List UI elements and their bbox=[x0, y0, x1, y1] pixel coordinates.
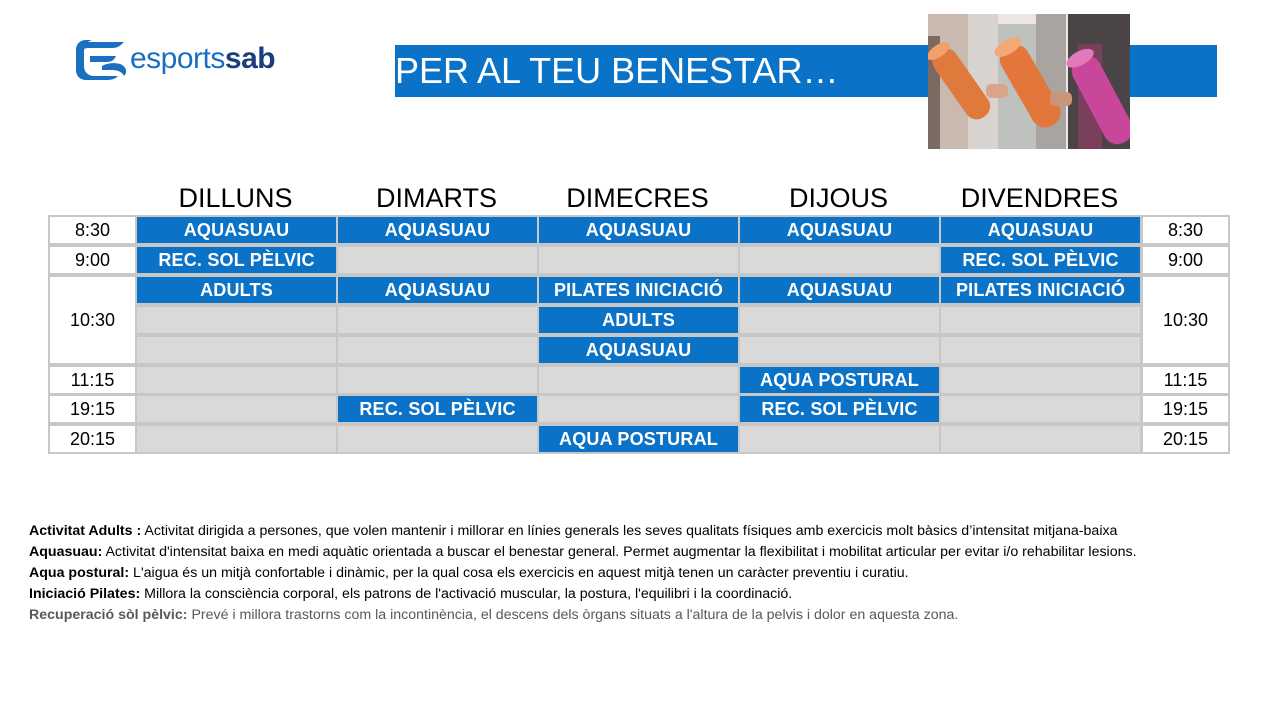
time-label-left: 19:15 bbox=[50, 396, 135, 422]
time-label-left: 20:15 bbox=[50, 426, 135, 452]
legend-item bbox=[29, 563, 1269, 584]
empty-slot bbox=[137, 426, 336, 452]
logo-text: esportssab bbox=[130, 42, 276, 75]
time-label-left: 11:15 bbox=[50, 367, 135, 393]
empty-slot bbox=[137, 367, 336, 393]
class-slot: AQUASUAU bbox=[338, 217, 537, 243]
yoga-mats-photo bbox=[928, 14, 1130, 149]
empty-slot bbox=[338, 307, 537, 333]
class-slot: AQUASUAU bbox=[740, 217, 939, 243]
legend-term: Activitat Adults : bbox=[29, 523, 142, 539]
class-slot: PILATES INICIACIÓ bbox=[539, 277, 738, 303]
legend-description: Activitat d'intensitat baixa en medi aquàtic orientada a buscar el benestar general. Permet augmentar la flexibilitat i mobilitat articular per evitar i/o rehabilitar lesions. bbox=[102, 544, 1137, 560]
legend-item bbox=[29, 605, 1269, 626]
empty-slot bbox=[941, 307, 1140, 333]
day-header-dilluns: DILLUNS bbox=[178, 183, 293, 213]
time-label-right: 10:30 bbox=[1143, 277, 1228, 363]
empty-slot bbox=[740, 426, 939, 452]
legend-item bbox=[29, 542, 1269, 563]
yoga-mats-illustration bbox=[928, 14, 1130, 149]
empty-slot bbox=[137, 307, 336, 333]
empty-slot bbox=[338, 426, 537, 452]
empty-slot bbox=[941, 367, 1140, 393]
empty-slot bbox=[740, 337, 939, 363]
class-slot: REC. SOL PÈLVIC bbox=[740, 396, 939, 422]
empty-slot bbox=[338, 337, 537, 363]
time-label-left: 9:00 bbox=[50, 247, 135, 273]
class-slot: AQUASUAU bbox=[941, 217, 1140, 243]
legend-description: Prevé i millora trastorns com la incontinència, el descens dels òrgans situats a l'altura de la pelvis i dolor en aquesta zona. bbox=[187, 607, 959, 623]
day-header-dijous: DIJOUS bbox=[788, 183, 888, 213]
class-slot: AQUASUAU bbox=[740, 277, 939, 303]
empty-slot bbox=[539, 367, 738, 393]
logo-mark-icon bbox=[72, 36, 132, 82]
legend-item bbox=[29, 521, 1269, 542]
time-label-right: 9:00 bbox=[1143, 247, 1228, 273]
class-slot: AQUA POSTURAL bbox=[740, 367, 939, 393]
day-header-dimecres: DIMECRES bbox=[566, 183, 709, 213]
empty-slot bbox=[740, 247, 939, 273]
day-header-dimarts: DIMARTS bbox=[375, 183, 497, 213]
class-slot: ADULTS bbox=[539, 307, 738, 333]
legend-term: Iniciació Pilates: bbox=[29, 586, 141, 602]
time-label-left: 8:30 bbox=[50, 217, 135, 243]
time-label-right: 8:30 bbox=[1143, 217, 1228, 243]
class-slot: AQUASUAU bbox=[338, 277, 537, 303]
legend-description: Activitat dirigida a persones, que volen mantenir i millorar en línies generals les seves qualitats físiques amb exercicis molt bàsics d’intensitat mitjana-baixa bbox=[141, 523, 1118, 539]
legend-term: Aqua postural: bbox=[29, 565, 130, 581]
empty-slot bbox=[941, 396, 1140, 422]
time-label-left: 10:30 bbox=[50, 277, 135, 363]
empty-slot bbox=[137, 337, 336, 363]
empty-slot bbox=[338, 247, 537, 273]
legend-term: Recuperació sòl pèlvic: bbox=[29, 607, 188, 623]
class-slot: AQUASUAU bbox=[137, 217, 336, 243]
schedule-table bbox=[48, 215, 1230, 454]
time-label-right: 20:15 bbox=[1143, 426, 1228, 452]
legend-description: L'aigua és un mitjà confortable i dinàmic, per la qual cosa els exercicis en aquest mitjà tenen un caràcter preventiu i curatiu. bbox=[129, 565, 909, 581]
empty-slot bbox=[137, 396, 336, 422]
activity-legend bbox=[29, 521, 1269, 626]
esportssab-logo bbox=[72, 36, 276, 84]
empty-slot bbox=[740, 307, 939, 333]
class-slot: REC. SOL PÈLVIC bbox=[137, 247, 336, 273]
empty-slot bbox=[539, 396, 738, 422]
empty-slot bbox=[539, 247, 738, 273]
page-title: PER AL TEU BENESTAR… bbox=[395, 50, 839, 91]
class-slot: PILATES INICIACIÓ bbox=[941, 277, 1140, 303]
legend-description: Millora la consciència corporal, els patrons de l'activació muscular, la postura, l'equilibri i la coordinació. bbox=[140, 586, 793, 602]
class-slot: REC. SOL PÈLVIC bbox=[941, 247, 1140, 273]
legend-item bbox=[29, 584, 1269, 605]
empty-slot bbox=[941, 337, 1140, 363]
class-slot: REC. SOL PÈLVIC bbox=[338, 396, 537, 422]
class-slot: AQUASUAU bbox=[539, 337, 738, 363]
time-label-right: 19:15 bbox=[1143, 396, 1228, 422]
legend-term: Aquasuau: bbox=[29, 544, 103, 560]
day-header-divendres: DIVENDRES bbox=[960, 183, 1119, 213]
time-label-right: 11:15 bbox=[1143, 367, 1228, 393]
class-slot: ADULTS bbox=[137, 277, 336, 303]
class-slot: AQUASUAU bbox=[539, 217, 738, 243]
empty-slot bbox=[941, 426, 1140, 452]
empty-slot bbox=[338, 367, 537, 393]
class-slot: AQUA POSTURAL bbox=[539, 426, 738, 452]
